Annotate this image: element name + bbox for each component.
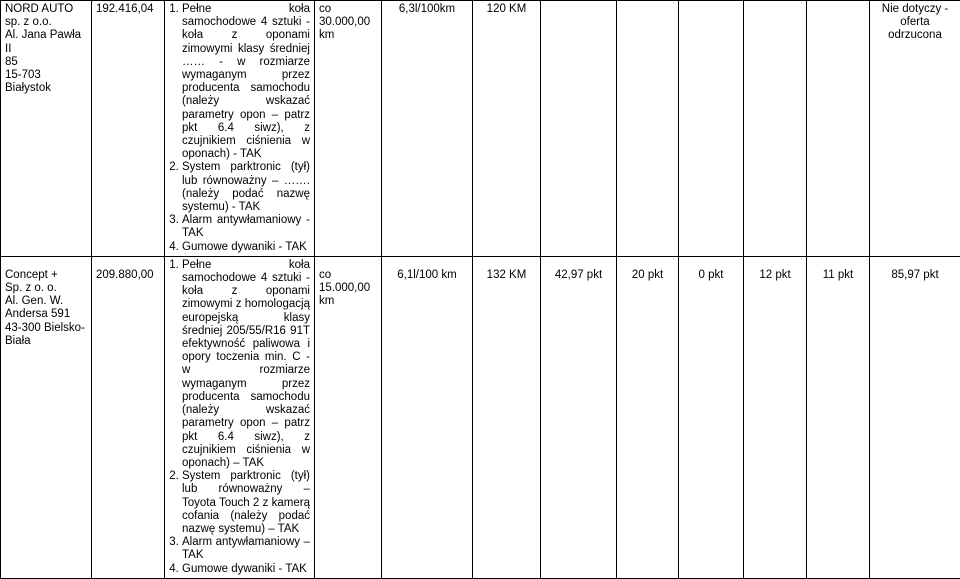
company-line: 85 — [5, 56, 87, 69]
score-cell: 42,97 pkt — [541, 256, 617, 578]
spec-item: 4. Gumowe dywaniki - TAK — [182, 241, 310, 254]
power-cell: 120 KM — [473, 1, 541, 257]
spec-cell — [165, 1, 315, 257]
warranty-cell — [315, 1, 382, 257]
spec-item: 2. System parktronic (tył) lub równoważny – Toyota Touch 2 z kamerą cofania (należy podać nazwę systemu) – TAK — [182, 470, 310, 536]
company-cell — [1, 1, 92, 257]
spec-cell — [165, 256, 315, 578]
fuel-cell: 6,1l/100 km — [382, 256, 473, 578]
company-cell — [1, 256, 92, 578]
score-cell — [679, 1, 744, 257]
score-cell: 20 pkt — [617, 256, 679, 578]
spec-item: 3. Alarm antywłamaniowy - TAK — [182, 214, 310, 240]
spec-list — [169, 259, 310, 576]
company-line: sp. z o.o. — [5, 16, 87, 29]
company-line: 43-300 Bielsko- — [5, 322, 87, 335]
score-cell — [744, 1, 807, 257]
company-line: Al. Jana Pawła II — [5, 29, 87, 55]
company-line: Concept + — [5, 269, 87, 282]
warranty-value: co 15.000,00 km — [319, 269, 377, 309]
score-cell — [807, 1, 870, 257]
score-cell: 12 pkt — [744, 256, 807, 578]
power-cell: 132 KM — [473, 256, 541, 578]
warranty-value: co 30.000,00 km — [319, 3, 377, 43]
spec-item: 1. Pełne koła samochodowe 4 sztuki - koła z oponami zimowymi z homologacją europejską klasy średniej 205/55/R16 91T efektywność paliwowa i opory toczenia min. C - w rozmiarze wymaganym przez producenta samochodu (należy wskazać parametry opon – patrz pkt 6.4 siwz), z czujnikiem ciśnienia w oponach) – TAK — [182, 259, 310, 470]
score-cell: 11 pkt — [807, 256, 870, 578]
spec-item: 4. Gumowe dywaniki - TAK — [182, 563, 310, 576]
spec-list — [169, 3, 310, 254]
company-line: 15-703 Białystok — [5, 69, 87, 95]
company-line: Biała — [5, 335, 87, 348]
price-cell: 192.416,04 — [92, 1, 165, 257]
table-row — [1, 256, 960, 578]
price-cell: 209.880,00 — [92, 256, 165, 578]
spec-item: 3. Alarm antywłamaniowy – TAK — [182, 536, 310, 562]
score-cell: 0 pkt — [679, 256, 744, 578]
total-cell: 85,97 pkt — [870, 256, 960, 578]
company-line: Sp. z o. o. — [5, 282, 87, 295]
spec-item: 1. Pełne koła samochodowe 4 sztuki - koła z oponami zimowymi klasy średniej …… - w rozmiarze wymaganym przez producenta samochodu (należy wskazać parametry opon – patrz pkt 6.4 siwz), z czujnikiem ciśnienia w oponach) - TAK — [182, 3, 310, 161]
company-line: NORD AUTO — [5, 3, 87, 16]
warranty-cell — [315, 256, 382, 578]
company-line: Al. Gen. W. — [5, 295, 87, 308]
spec-item: 2. System parktronic (tył) lub równoważny – ……. (należy podać nazwę systemu) - TAK — [182, 161, 310, 214]
company-line: Andersa 591 — [5, 308, 87, 321]
fuel-cell: 6,3l/100km — [382, 1, 473, 257]
total-cell: Nie dotyczy - oferta odrzucona — [870, 1, 960, 257]
score-cell — [541, 1, 617, 257]
score-cell — [617, 1, 679, 257]
table-row — [1, 1, 960, 257]
